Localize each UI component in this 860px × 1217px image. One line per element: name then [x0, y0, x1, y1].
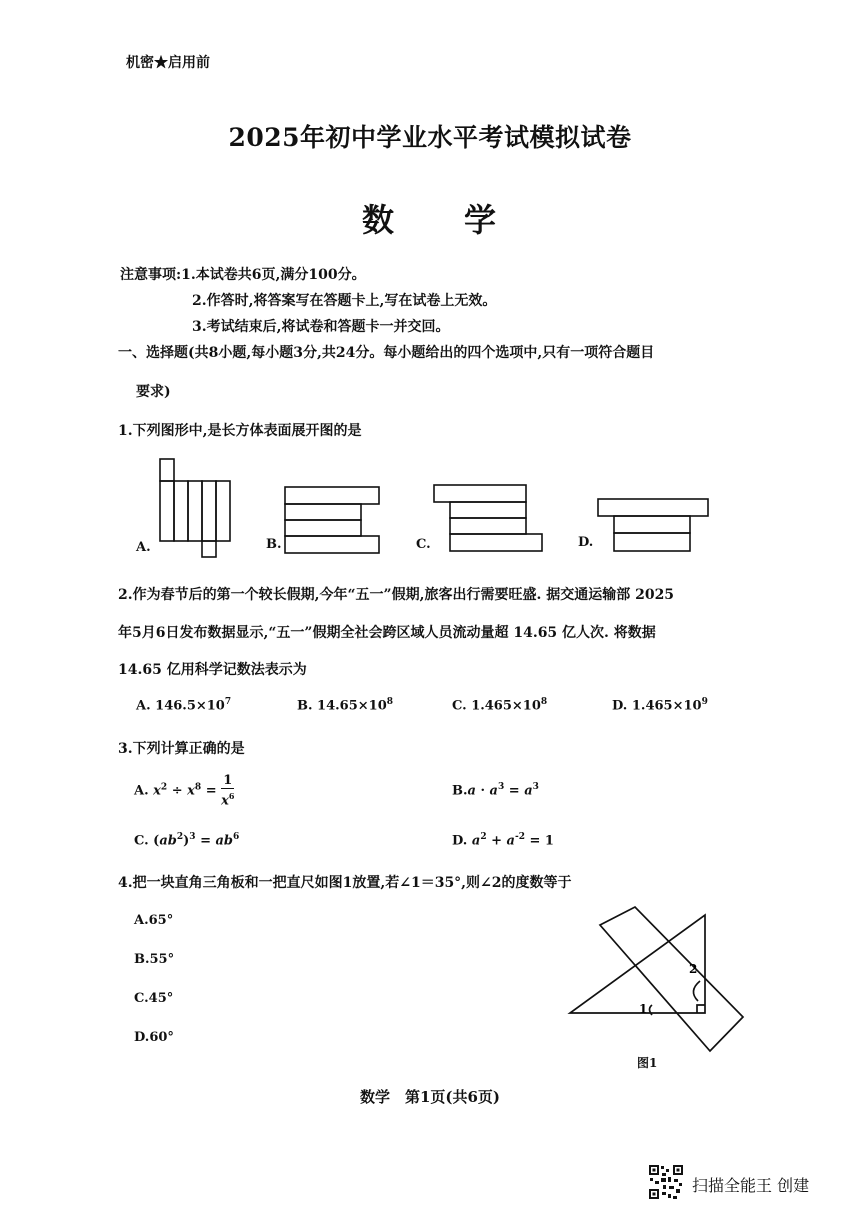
angle-2-label: 2 — [689, 962, 698, 976]
q4-option-a: A.65° — [134, 913, 174, 928]
q2-option-c: C. $1.465\times 10^8$ — [452, 697, 548, 714]
q2-option-b: B. $14.65\times 10^8$ — [297, 697, 394, 714]
exam-title: 2025年初中学业水平考试模拟试卷 — [228, 123, 632, 152]
section-1-heading: 一、选择题(共8小题,每小题3分,共24分。每小题给出的四个选项中,只有一项符合题目 — [118, 345, 655, 361]
page-footer: 数学 第1页(共6页) — [359, 1088, 501, 1106]
q4-stem: 4.把一块直角三角板和一把直尺如图1放置,若∠1＝35°,则∠2的度数等于 — [118, 875, 572, 891]
q3-option-c: C. $(ab^2)^3 = ab^6$ — [134, 832, 240, 849]
q1-net-b — [285, 485, 385, 560]
q3-option-a: A. $x^2 \div x^8$ = $\frac{1}{x^6}$ — [134, 773, 235, 809]
q2-line-3: 14.65 亿用科学记数法表示为 — [118, 662, 307, 678]
q4-option-b: B.55° — [134, 952, 175, 967]
q1-net-d — [598, 497, 713, 557]
q4-option-d: D.60° — [134, 1030, 174, 1045]
scanner-brand: 扫描全能王 创建 — [692, 1176, 810, 1195]
notes-item-3: 3.考试结束后,将试卷和答题卡一并交回。 — [192, 319, 450, 335]
q2-option-a: A. $146.5\times 10^7$ — [136, 697, 232, 714]
q2-line-1: 2.作为春节后的第一个较长假期,今年“五一”假期,旅客出行需要旺盛. 据交通运输部 2025 — [118, 587, 675, 603]
q4-option-c: C.45° — [134, 991, 174, 1006]
q1-label-c: C. — [416, 537, 431, 552]
q3-option-d: D. $a^2 + a^{-2} = 1$ — [452, 832, 554, 849]
q3-option-b: $B.a \cdot a^3 = a^3$ — [452, 782, 539, 799]
confidential-mark: 机密★启用前 — [126, 55, 210, 71]
notes-lead: 注意事项:1.本试卷共6页,满分100分。 — [120, 267, 366, 283]
q1-label-a: A. — [136, 540, 151, 555]
q2-line-2: 年5月6日发布数据显示,“五一”假期全社会跨区域人员流动量超 14.65 亿人次. 将数据 — [118, 625, 656, 641]
q1-net-c — [434, 483, 549, 558]
q3-stem: 3.下列计算正确的是 — [118, 741, 245, 757]
q4-figure-caption: 图1 — [637, 1056, 658, 1070]
q1-label-b: B. — [266, 537, 282, 552]
q1-label-d: D. — [578, 535, 594, 550]
q1-stem: 1.下列图形中,是长方体表面展开图的是 — [118, 423, 362, 439]
section-1-heading-cont: 要求) — [136, 384, 171, 400]
qr-code-icon — [648, 1164, 684, 1200]
angle-1-label: 1 — [639, 1002, 648, 1016]
q1-net-a — [160, 455, 240, 560]
q4-figure — [560, 905, 760, 1080]
notes-item-2: 2.作答时,将答案写在答题卡上,写在试卷上无效。 — [192, 293, 497, 309]
q2-option-d: D. $1.465\times 10^9$ — [612, 697, 708, 714]
subject-title: 数 学 — [361, 201, 498, 239]
